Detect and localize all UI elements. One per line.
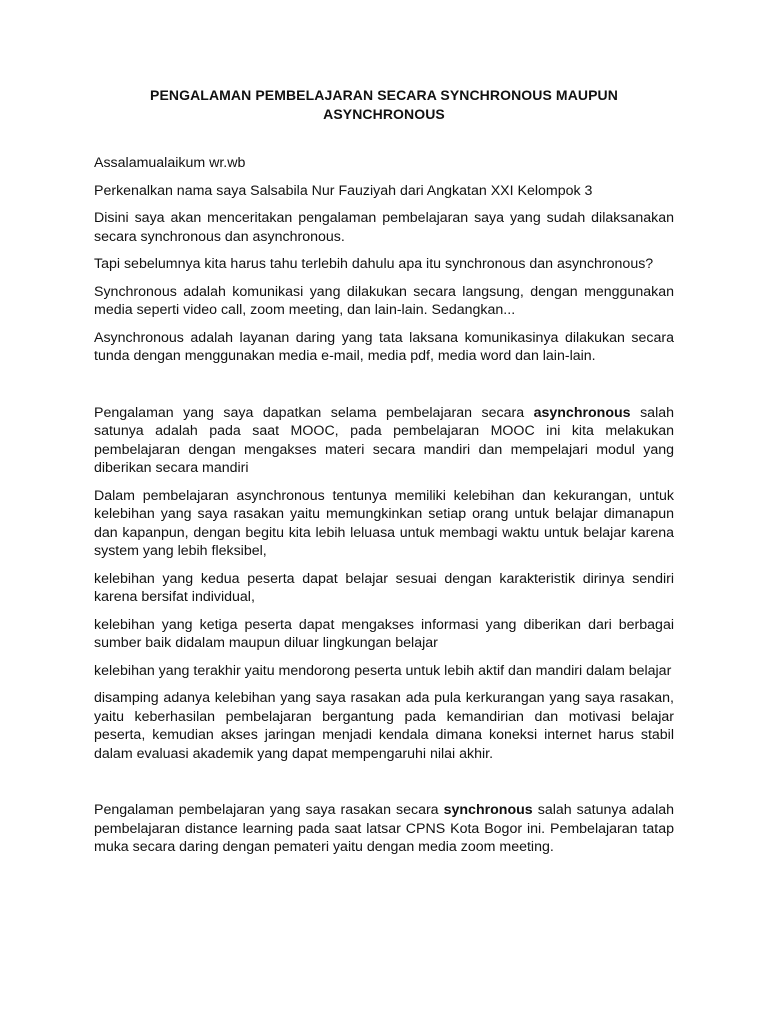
async-third-advantage-paragraph: kelebihan yang ketiga peserta dapat mengakses informasi yang diberikan dari berbagai sumber baik didalam maupun diluar lingkungan belajar xyxy=(94,616,674,651)
purpose-paragraph: Disini saya akan menceritakan pengalaman pembelajaran saya yang sudah dilaksanakan secara synchronous dan asynchronous. xyxy=(94,210,674,245)
sync-experience-paragraph xyxy=(94,801,674,857)
document-title xyxy=(94,86,674,124)
async-last-advantage-paragraph: kelebihan yang terakhir yaitu mendorong peserta untuk lebih aktif dan mandiri dalam belajar xyxy=(94,662,672,679)
sync-lead-text: Pengalaman pembelajaran yang saya rasakan secara xyxy=(94,802,444,818)
async-second-advantage-paragraph: kelebihan yang kedua peserta dapat belajar sesuai dengan karakteristik dirinya sendiri karena bersifat individual, xyxy=(94,570,674,605)
async-keyword: asynchronous xyxy=(533,404,631,421)
asynchronous-definition-paragraph: Asynchronous adalah layanan daring yang tata laksana komunikasinya dilakukan secara tunda dengan menggunakan media e-mail, media pdf, media word dan lain-lain. xyxy=(94,329,674,364)
title-line-2: ASYNCHRONOUS xyxy=(323,106,445,122)
synchronous-definition-paragraph: Synchronous adalah komunikasi yang dilakukan secara langsung, dengan menggunakan media seperti video call, zoom meeting, dan lain-lain. Sedangkan... xyxy=(94,283,674,318)
async-lead-rest: salah satunya adalah pada saat MOOC, pada pembelajaran MOOC ini kita melakukan pembelajaran dengan mengakses materi secara mandiri dan mempelajari modul yang diberikan secara mandiri xyxy=(94,404,674,476)
title-line-1: PENGALAMAN PEMBELAJARAN SECARA SYNCHRONOUS MAUPUN xyxy=(150,87,618,103)
async-experience-paragraph xyxy=(94,404,674,478)
async-disadvantages-paragraph: disamping adanya kelebihan yang saya rasakan ada pula kerkurangan yang saya rasakan, yaitu keberhasilan pembelajaran bergantung pada kemandirian dan motivasi belajar peserta, kemudian akses jaringan menjadi kendala dimana koneksi internet harus stabil dalam evaluasi akademik yang dapat mempengaruhi nilai akhir. xyxy=(94,690,674,762)
async-advantages-paragraph: Dalam pembelajaran asynchronous tentunya memiliki kelebihan dan kekurangan, untuk kelebihan yang saya rasakan yaitu memungkinkan setiap orang untuk belajar dimanapun dan kapanpun, dengan begitu kita lebih leluasa untuk membagi waktu untuk belajar karena system yang lebih fleksibel, xyxy=(94,487,674,559)
question-paragraph: Tapi sebelumnya kita harus tahu terlebih dahulu apa itu synchronous dan asynchronous? xyxy=(94,256,654,272)
document-page xyxy=(94,86,674,866)
sync-lead-rest: salah satunya adalah pembelajaran distance learning pada saat latsar CPNS Kota Bogor ini. Pembelajaran tatap muka secara daring dengan pemateri yaitu dengan media zoom meeting. xyxy=(94,802,675,855)
sync-keyword: synchronous xyxy=(443,802,533,818)
greeting-paragraph: Assalamualaikum wr.wb xyxy=(94,155,246,171)
async-lead-text: Pengalaman yang saya dapatkan selama pembelajaran secara xyxy=(94,404,534,421)
intro-paragraph: Perkenalkan nama saya Salsabila Nur Fauziyah dari Angkatan XXI Kelompok 3 xyxy=(94,182,593,199)
